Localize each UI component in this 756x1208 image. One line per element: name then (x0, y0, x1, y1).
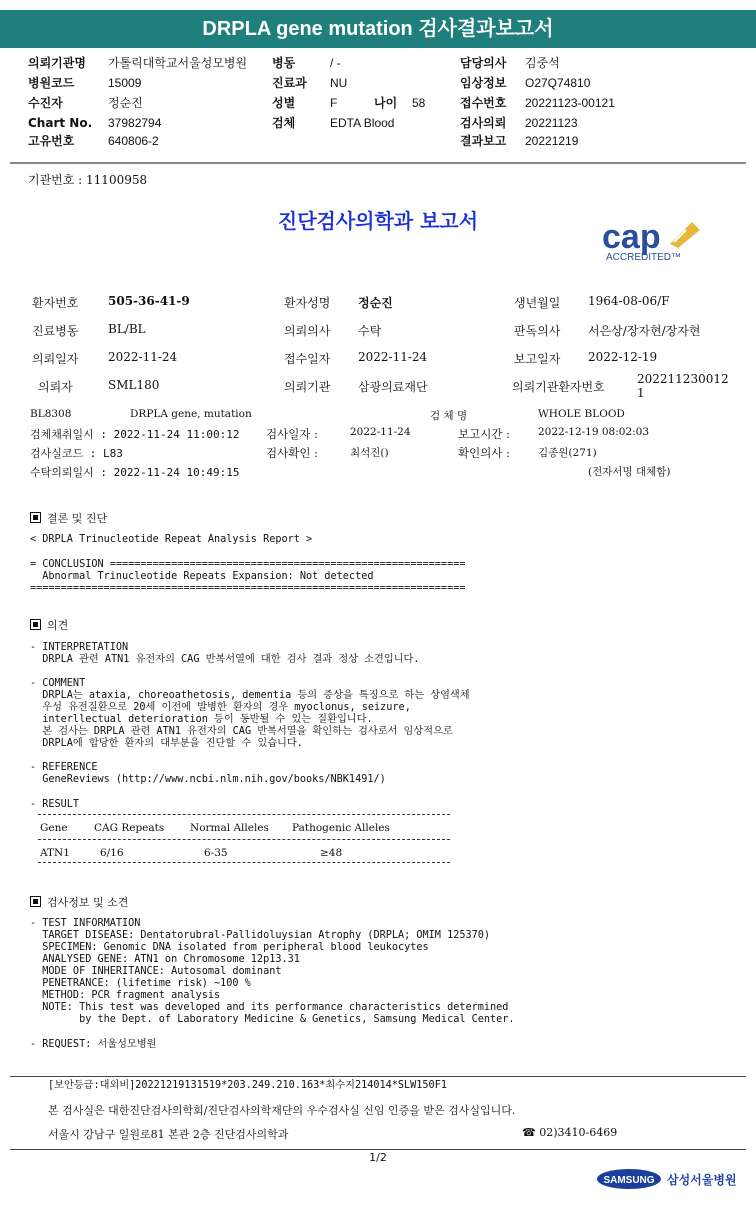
value-test-confirm: 최석진() (350, 447, 389, 459)
label-ward: 병동 (272, 56, 296, 70)
value-birthdate: 1964-08-06/F (588, 294, 670, 308)
interpretation-text: DRPLA 관련 ATN1 유전자의 CAG 반복서열에 대한 검사 결과 정상 소견입니다. (30, 654, 420, 665)
checkbox-square-icon (30, 619, 41, 630)
label-patient-name: 환자성명 (284, 296, 331, 310)
electronic-signature-note: (전자서명 대체함) (588, 466, 671, 478)
institution-number: 기관번호 : 11100958 (28, 173, 148, 187)
label-ward-bl: 진료병동 (32, 324, 79, 338)
result-table-mid-rule (38, 839, 450, 840)
security-line: [보안등급:대외비]20221219131519*203.249.210.163*최수지214014*SLW150F1 (48, 1080, 447, 1091)
result-table-bottom-rule (38, 862, 450, 863)
label-chart-no: Chart No. (28, 116, 93, 130)
samsung-hospital-name: 삼성서울병원 (667, 1173, 737, 1187)
value-age: 58 (412, 96, 426, 110)
label-request-date: 의뢰일자 (32, 352, 79, 366)
conclusion-line-2: ======================================================================= (30, 583, 466, 594)
result-col-cag: CAG Repeats (94, 822, 165, 834)
value-test-date: 2022-11-24 (350, 426, 411, 438)
samsung-logo-word: SAMSUNG (603, 1175, 655, 1186)
label-requester-institution: 의뢰기관명 (28, 56, 86, 70)
header-divider (10, 162, 746, 164)
value-receipt-no: 20221123-00121 (525, 96, 615, 110)
label-institution-patient-number: 의뢰기관환자번호 (512, 380, 605, 394)
test-info-line-2: SPECIMEN: Genomic DNA isolated from peripheral blood leukocytes (30, 942, 429, 953)
label-department: 진료과 (272, 76, 307, 90)
lab-code: 검사실코드 : L83 (30, 447, 123, 460)
value-report-date: 2022-12-19 (588, 350, 658, 364)
value-result-report: 20221219 (525, 134, 579, 148)
section-conclusion-title: 결론 및 진단 (47, 512, 108, 525)
value-patient: 정순진 (108, 96, 143, 110)
value-reading-doctor: 서은상/장자현/장자현 (588, 324, 701, 338)
result-col-gene: Gene (40, 822, 68, 834)
value-ward: / - (330, 56, 341, 70)
interpretation-heading: - INTERPRETATION (30, 642, 129, 653)
test-code: BL8308 (30, 408, 72, 420)
collection-time: 검체채취일시 : 2022-11-24 11:00:12 (30, 428, 240, 441)
result-cag: 6/16 (100, 847, 124, 859)
test-info-line-7: NOTE: This test was developed and its performance characteristics determined (30, 1002, 509, 1013)
result-pathogenic: ≥48 (320, 847, 343, 859)
reference-heading: - REFERENCE (30, 762, 98, 773)
value-hospital-code: 15009 (108, 76, 142, 90)
value-clinical-info: O27Q74810 (525, 76, 591, 90)
result-col-normal: Normal Alleles (190, 822, 269, 834)
test-info-line-8: by the Dept. of Laboratory Medicine & Genetics, Samsung Medical Center. (30, 1014, 515, 1025)
value-specimen-name: WHOLE BLOOD (538, 408, 625, 420)
label-specimen: 검체 (272, 116, 296, 130)
value-requesting-institution: 삼광의료재단 (358, 380, 428, 394)
value-chart-no: 37982794 (108, 116, 162, 130)
result-gene: ATN1 (40, 847, 70, 859)
section-opinion-title: 의견 (47, 619, 69, 632)
conclusion-line-1: = CONCLUSION ========================================================== (30, 559, 466, 570)
value-verifying-doctor: 김종원(271) (538, 447, 597, 459)
report-title-bar: DRPLA gene mutation 검사결과보고서 (0, 10, 756, 48)
test-info-line-3: ANALYSED GENE: ATN1 on Chromosome 12p13.31 (30, 954, 300, 965)
test-info-line-1: TARGET DISEASE: Dentatorubral-Pallidoluysian Atrophy (DRPLA; OMIM 125370) (30, 930, 491, 941)
comment-line-1: DRPLA는 ataxia, choreoathetosis, dementia 등의 증상을 특징으로 하는 상염색체 (30, 690, 470, 701)
certification-notice: 본 검사실은 대한진단검사의학회/진단검사의학재단의 우수검사실 신임 인증을 받은 검사실입니다. (48, 1104, 516, 1117)
value-specimen: EDTA Blood (330, 116, 395, 130)
lab-phone: ☎ 02)3410-6469 (522, 1126, 618, 1139)
samsung-hospital-logo (597, 1166, 737, 1192)
label-hospital-code: 병원코드 (28, 76, 75, 90)
test-info-line-6: METHOD: PCR fragment analysis (30, 990, 221, 1001)
result-heading: - RESULT (30, 799, 80, 810)
report-heading: 진단검사의학과 보고서 (277, 209, 479, 233)
label-test-date: 검사일자 : (266, 427, 318, 441)
comment-line-2: 우성 유전질환으로 20세 이전에 발병한 환자의 경우 myoclonus, seizure, (30, 702, 411, 713)
label-clinical-info: 임상정보 (460, 76, 507, 90)
result-col-pathogenic: Pathogenic Alleles (292, 822, 390, 834)
request-time: 수탁의뢰일시 : 2022-11-24 10:49:15 (30, 466, 240, 479)
page-number: 1/2 (369, 1151, 387, 1164)
label-test-request: 검사의뢰 (460, 116, 507, 130)
label-result-report: 결과보고 (460, 134, 507, 148)
test-information-heading: - TEST INFORMATION (30, 918, 141, 929)
comment-line-5: DRPLA에 합당한 환자의 대부분을 진단할 수 있습니다. (30, 738, 303, 749)
label-sex: 성별 (272, 96, 296, 110)
test-info-line-5: PENETRANCE: (lifetime risk) ~100 % (30, 978, 251, 989)
section-testinfo-heading (30, 894, 128, 910)
comment-heading: - COMMENT (30, 678, 86, 689)
value-referring-doctor: 수탁 (358, 324, 382, 338)
label-patient-number: 환자번호 (32, 296, 79, 310)
checkbox-square-icon (30, 512, 41, 523)
reference-text: GeneReviews (http://www.ncbi.nlm.nih.gov/books/NBK1491/) (30, 774, 386, 785)
label-referring-doctor: 의뢰의사 (284, 324, 331, 338)
comment-line-4: 본 검사는 DRPLA 관련 ATN1 유전자의 CAG 반복서열을 확인하는 검사로서 임상적으로 (30, 726, 453, 737)
report-name: < DRPLA Trinucleotide Repeat Analysis Report > (30, 534, 313, 545)
label-test-confirm: 검사확인 : (266, 446, 318, 460)
value-ward-bl: BL/BL (108, 322, 146, 336)
value-test-request: 20221123 (525, 116, 578, 130)
label-requesting-institution: 의뢰기관 (284, 380, 331, 394)
label-verifying-doctor: 확인의사 : (458, 446, 510, 460)
label-receipt-date: 접수일자 (284, 352, 331, 366)
section-testinfo-title: 검사정보 및 소견 (47, 896, 129, 909)
label-report-time: 보고시간 : (458, 427, 510, 441)
value-doctor: 김중석 (525, 56, 560, 70)
label-unique-no: 고유번호 (28, 134, 75, 148)
conclusion-result: Abnormal Trinucleotide Repeats Expansion: Not detected (30, 571, 374, 582)
label-receipt-no: 접수번호 (460, 96, 507, 110)
cap-logo-subtext: ACCREDITED™ (606, 252, 682, 263)
label-reading-doctor: 판독의사 (514, 324, 561, 338)
cap-accredited-logo (600, 214, 704, 264)
comment-line-3: interllectual deterioration 등이 동반될 수 있는 질환입니다. (30, 714, 373, 725)
value-report-time: 2022-12-19 08:02:03 (538, 426, 650, 438)
value-institution-patient-number-line2: 1 (637, 386, 645, 400)
value-patient-number: 505-36-41-9 (108, 294, 190, 308)
value-request-date: 2022-11-24 (108, 350, 178, 364)
result-normal: 6-35 (204, 847, 228, 859)
checkbox-square-icon (30, 896, 41, 907)
cap-logo-check-icon (670, 222, 700, 248)
label-patient: 수진자 (28, 96, 63, 110)
label-age: 나이 (374, 96, 398, 110)
label-report-date: 보고일자 (514, 352, 561, 366)
value-unique-no: 640806-2 (108, 134, 159, 148)
label-birthdate: 생년월일 (514, 296, 561, 310)
label-specimen-name: 검 체 명 (430, 410, 468, 422)
value-institution-patient-number-line1: 202211230012 (637, 372, 729, 386)
section-conclusion-heading (30, 510, 107, 526)
value-department: NU (330, 76, 348, 90)
cap-logo-word: cap (602, 218, 661, 256)
value-requester: SML180 (108, 378, 160, 392)
lab-address: 서울시 강남구 일원로81 본관 2층 진단검사의학과 (48, 1128, 289, 1141)
value-receipt-date: 2022-11-24 (358, 350, 428, 364)
value-requester-institution: 가톨릭대학교서울성모병원 (108, 56, 248, 70)
value-patient-name: 정순진 (358, 296, 393, 310)
request-line: - REQUEST: 서울성모병원 (30, 1039, 157, 1050)
label-doctor: 담당의사 (460, 56, 507, 70)
test-info-line-4: MODE OF INHERITANCE: Autosomal dominant (30, 966, 282, 977)
test-name: DRPLA gene, mutation (130, 408, 252, 420)
section-opinion-heading (30, 617, 68, 633)
result-table-top-rule (38, 814, 450, 815)
value-sex: F (330, 96, 338, 110)
label-requester: 의뢰자 (38, 380, 73, 394)
header-info (0, 52, 756, 152)
